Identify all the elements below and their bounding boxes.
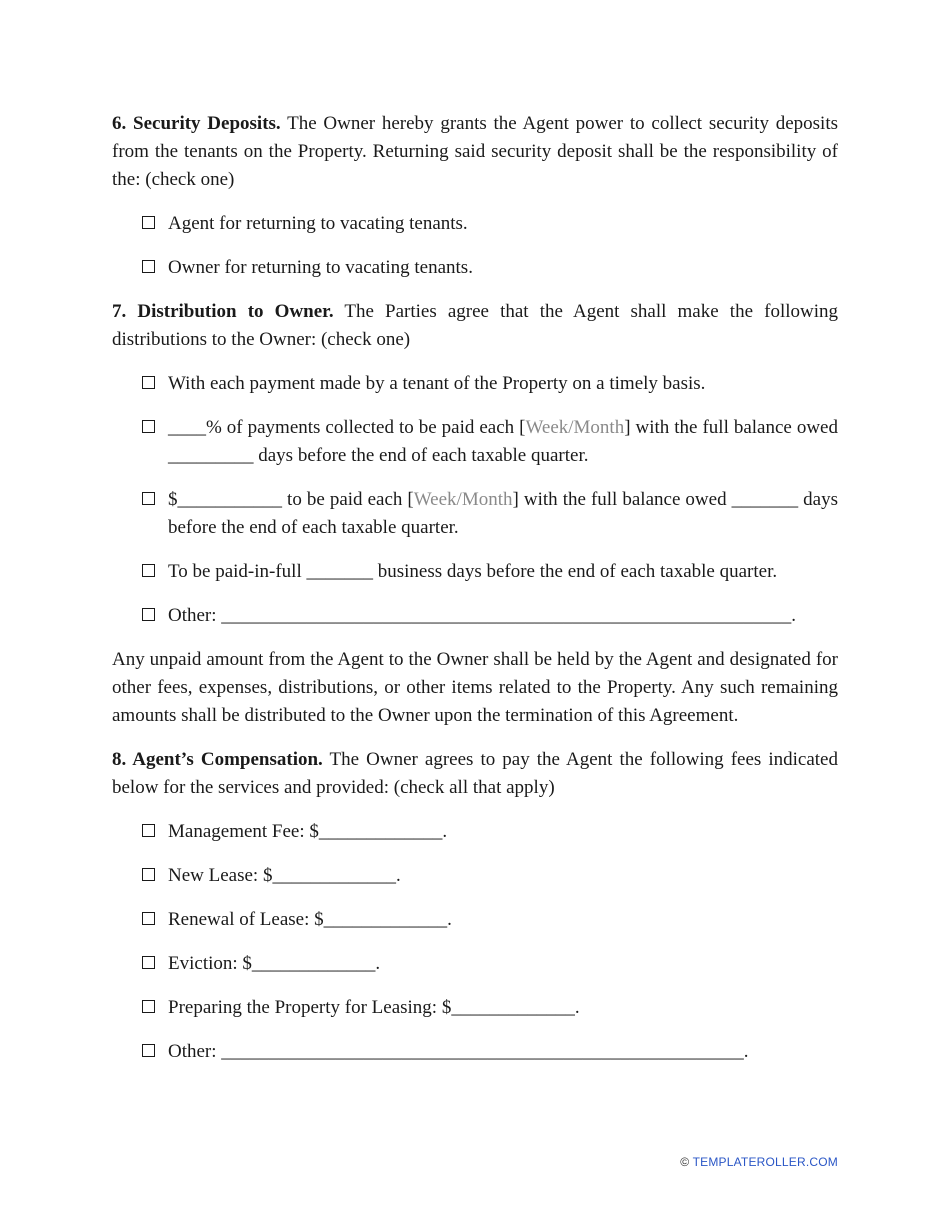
list-item: [112, 486, 838, 542]
list-item: [112, 210, 838, 238]
option-label-pre: ____% of payments collected to be paid each [: [168, 417, 526, 438]
option-label: Preparing the Property for Leasing: $_____________.: [168, 997, 580, 1018]
checkbox[interactable]: [142, 868, 155, 881]
checkbox[interactable]: [142, 1044, 155, 1057]
section-7-paragraph: [112, 298, 838, 354]
footer-text: TEMPLATEROLLER.COM: [692, 1155, 838, 1169]
list-item: [112, 414, 838, 470]
section-6-paragraph: [112, 110, 838, 194]
section-8-options: [112, 818, 838, 1066]
unpaid-amount-paragraph: Any unpaid amount from the Agent to the Owner shall be held by the Agent and designated for other fees, expenses, distributions, or other items related to the Property. Any such remaining amounts shall be distributed to the Owner upon the termination of this Agreement.: [112, 649, 838, 726]
checkbox[interactable]: [142, 492, 155, 505]
option-label: New Lease: $_____________.: [168, 865, 401, 886]
option-label: To be paid-in-full _______ business days before the end of each taxable quarter.: [168, 561, 778, 582]
list-item: [112, 818, 838, 846]
list-item: [112, 370, 838, 398]
section-6-text: The Owner hereby grants the Agent power to collect security deposits from the tenants on the Property. Returning said security deposit shall be the responsibility of the: (check one): [112, 113, 838, 190]
section-7-options: [112, 370, 838, 630]
list-item: [112, 558, 838, 586]
option-label-post: ] with the full balance owed _______ days before the end of each taxable quarter.: [168, 489, 838, 538]
list-item: [112, 1038, 838, 1066]
section-8-heading: 8. Agent’s Compensation.: [112, 749, 323, 770]
list-item: [112, 254, 838, 282]
checkbox[interactable]: [142, 260, 155, 273]
checkbox[interactable]: [142, 608, 155, 621]
copyright-symbol: ©: [680, 1155, 690, 1169]
week-month-placeholder: Week/Month: [525, 417, 625, 438]
section-7-text: The Parties agree that the Agent shall make the following distributions to the Owner: (check one): [112, 301, 838, 350]
option-label: Other: _______________________________________________________.: [168, 1041, 749, 1062]
checkbox[interactable]: [142, 216, 155, 229]
checkbox[interactable]: [142, 956, 155, 969]
option-label: Other: ____________________________________________________________.: [168, 605, 797, 626]
section-8-text: The Owner agrees to pay the Agent the following fees indicated below for the services and provided: (check all that apply): [112, 749, 838, 798]
option-label: Management Fee: $_____________.: [168, 821, 448, 842]
list-item: [112, 862, 838, 890]
option-label: Eviction: $_____________.: [168, 953, 381, 974]
section-6-options: [112, 210, 838, 282]
option-label: Renewal of Lease: $_____________.: [168, 909, 452, 930]
section-7-heading: 7. Distribution to Owner.: [112, 301, 334, 322]
section-6-heading: 6. Security Deposits.: [112, 113, 281, 134]
checkbox[interactable]: [142, 1000, 155, 1013]
list-item: [112, 950, 838, 978]
document-body: [112, 110, 838, 1082]
checkbox[interactable]: [142, 912, 155, 925]
list-item: [112, 994, 838, 1022]
section-8-paragraph: [112, 746, 838, 802]
option-label: Agent for returning to vacating tenants.: [168, 213, 468, 234]
option-label: Owner for returning to vacating tenants.: [168, 257, 473, 278]
option-label-pre: $___________ to be paid each [: [168, 489, 414, 510]
option-label-post: ] with the full balance owed _________ days before the end of each taxable quarter.: [168, 417, 838, 466]
checkbox[interactable]: [142, 564, 155, 577]
week-month-placeholder: Week/Month: [413, 489, 513, 510]
footer-link[interactable]: [680, 1155, 838, 1169]
option-label: With each payment made by a tenant of the Property on a timely basis.: [168, 373, 706, 394]
list-item: [112, 906, 838, 934]
checkbox[interactable]: [142, 376, 155, 389]
checkbox[interactable]: [142, 824, 155, 837]
checkbox[interactable]: [142, 420, 155, 433]
list-item: [112, 602, 838, 630]
